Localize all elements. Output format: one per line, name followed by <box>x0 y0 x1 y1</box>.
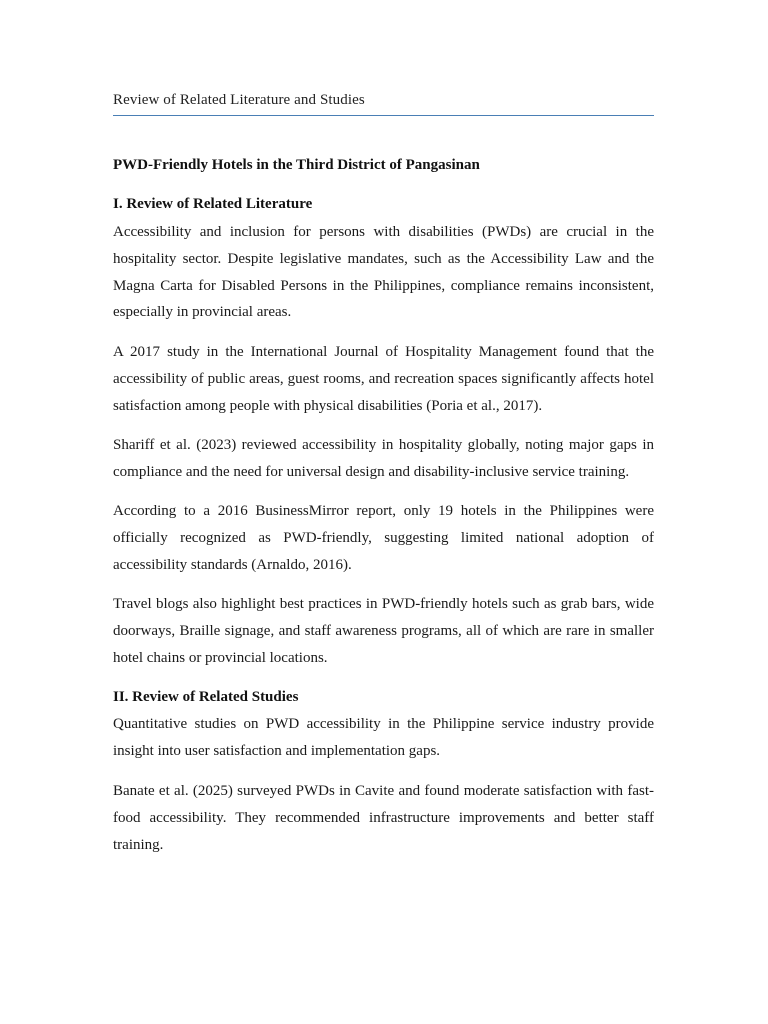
paragraph: A 2017 study in the International Journal of Hospitality Management found that the accessibility of public areas, guest rooms, and recreation spaces significantly affects hotel satisfaction among people with physical disabilities (Poria et al., 2017). <box>113 344 654 414</box>
document-title: PWD-Friendly Hotels in the Third District of Pangasinan <box>113 157 480 173</box>
paragraph: Shariff et al. (2023) reviewed accessibility in hospitality globally, noting major gaps in compliance and the need for universal design and disability-inclusive service training. <box>113 437 654 480</box>
paragraph: Travel blogs also highlight best practices in PWD-friendly hotels such as grab bars, wide doorways, Braille signage, and staff awareness programs, all of which are rare in smaller hotel chains or provincial locations. <box>113 596 654 666</box>
paragraph: Quantitative studies on PWD accessibility in the Philippine service industry provide insight into user satisfaction and implementation gaps. <box>113 716 654 759</box>
paragraph: Accessibility and inclusion for persons with disabilities (PWDs) are crucial in the hospitality sector. Despite legislative mandates, such as the Accessibility Law and the Magna Carta for Disabled Persons in the Philippines, compliance remains inconsistent, especially in provincial areas. <box>113 224 654 321</box>
section-heading-studies: II. Review of Related Studies <box>113 689 299 705</box>
running-header: Review of Related Literature and Studies <box>113 92 365 108</box>
paragraph: Banate et al. (2025) surveyed PWDs in Cavite and found moderate satisfaction with fast-food accessibility. They recommended infrastructure improvements and better staff training. <box>113 783 654 853</box>
paragraph: According to a 2016 BusinessMirror report, only 19 hotels in the Philippines were officially recognized as PWD-friendly, suggesting limited national adoption of accessibility standards (Arnaldo, 2016). <box>113 503 654 573</box>
header-rule <box>113 115 654 116</box>
section-heading-literature: I. Review of Related Literature <box>113 196 313 212</box>
